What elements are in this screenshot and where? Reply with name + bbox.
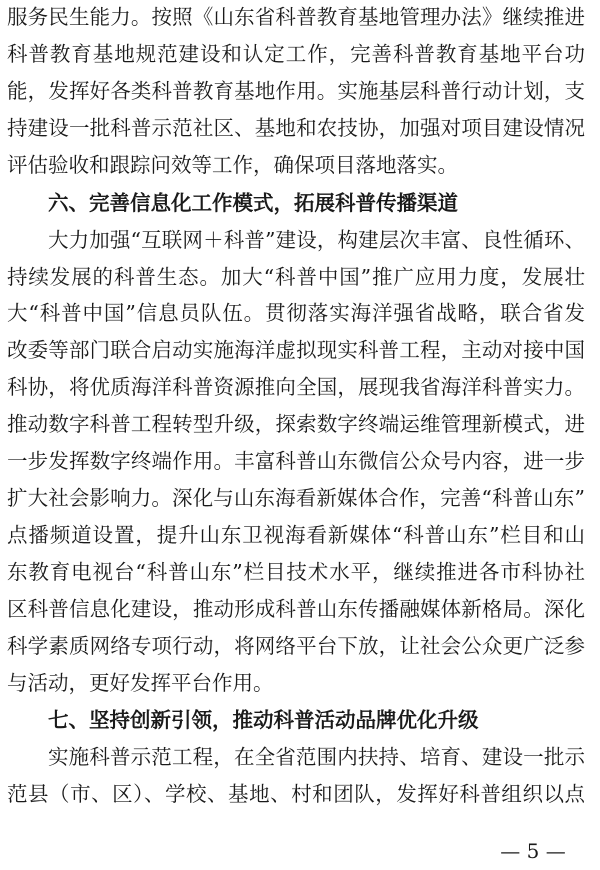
paragraph-line: 范县（市、区）、学校、基地、村和团队，发挥好科普组织以点: [7, 782, 585, 806]
paragraph-line: 大力加强“互联网＋科普”建设，构建层次丰富、良性循环、: [48, 228, 585, 252]
paragraph-line: 扩大社会影响力。深化与山东海看新媒体合作，完善“科普山东”: [7, 486, 585, 510]
paragraph-line: 大“科普中国”信息员队伍。贯彻落实海洋强省战略，联合省发: [7, 301, 585, 325]
paragraph-line: 评估验收和跟踪问效等工作，确保项目落地落实。: [7, 153, 458, 177]
paragraph-line: 一步发挥数字终端作用。丰富科普山东微信公众号内容，进一步: [7, 449, 585, 473]
section-heading-7: 七、坚持创新引领，推动科普活动品牌优化升级: [48, 708, 479, 732]
paragraph-line: 点播频道设置，提升山东卫视海看新媒体“科普山东”栏目和山: [7, 523, 585, 547]
paragraph-line: 推动数字科普工程转型升级，探索数字终端运维管理新模式，进: [7, 412, 585, 436]
paragraph-line: 服务民生能力。按照《山东省科普教育基地管理办法》继续推进: [7, 5, 585, 29]
paragraph-line: 科普教育基地规范建设和认定工作，完善科普教育基地平台功: [7, 42, 585, 66]
paragraph-line: 与活动，更好发挥平台作用。: [7, 671, 274, 695]
section-heading-6: 六、完善信息化工作模式，拓展科普传播渠道: [48, 191, 458, 215]
paragraph-line: 持建设一批科普示范社区、基地和农技协，加强对项目建设情况: [7, 116, 585, 140]
paragraph-line: 东教育电视台“科普山东”栏目技术水平，继续推进各市科协社: [7, 560, 585, 584]
paragraph-line: 科协，将优质海洋科普资源推向全国，展现我省海洋科普实力。: [7, 375, 585, 399]
paragraph-line: 实施科普示范工程，在全省范围内扶持、培育、建设一批示: [48, 745, 585, 769]
paragraph-line: 持续发展的科普生态。加大“科普中国”推广应用力度，发展壮: [7, 265, 585, 289]
paragraph-line: 区科普信息化建设，推动形成科普山东传播融媒体新格局。深化: [7, 597, 585, 621]
paragraph-line: 科学素质网络专项行动，将网络平台下放，让社会公众更广泛参: [7, 634, 585, 658]
paragraph-line: 能，发挥好各类科普教育基地作用。实施基层科普行动计划，支: [7, 79, 585, 103]
paragraph-line: 改委等部门联合启动实施海洋虚拟现实科普工程，主动对接中国: [7, 338, 585, 362]
page-number: — 5 —: [500, 839, 566, 863]
